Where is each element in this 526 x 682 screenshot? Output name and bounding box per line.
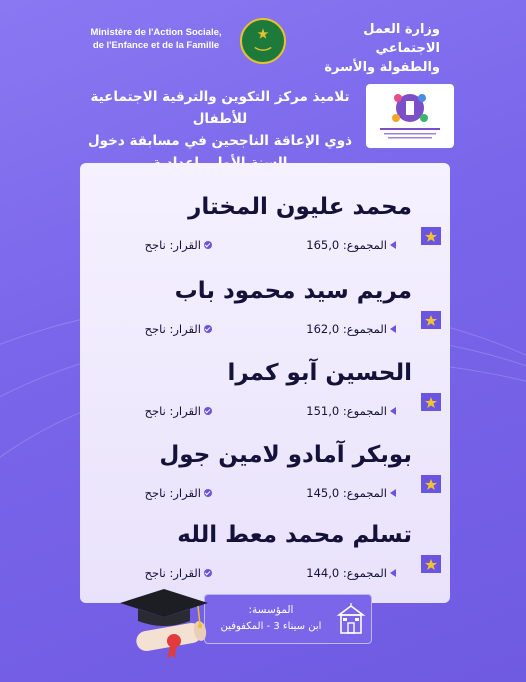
decision	[145, 235, 212, 255]
pointer-icon	[390, 407, 396, 415]
total-value: 151,0	[306, 404, 340, 418]
ministry-name-fr-line2: de l'Enfance et de la Famille	[92, 40, 220, 51]
check-icon	[204, 241, 212, 249]
title-line1: تلاميذ مركز التكوين والترقية الاجتماعية للأطفال	[90, 89, 350, 127]
center-logo-icon	[366, 84, 454, 148]
decision-label: القرار:	[169, 322, 201, 336]
decision-value: ناجح	[144, 322, 166, 336]
total-label: المجموع:	[342, 322, 387, 336]
student-entry	[80, 185, 450, 265]
total-label: المجموع:	[342, 566, 387, 580]
total-score	[306, 483, 396, 503]
graduation-cap-icon	[112, 585, 216, 667]
medal-icon	[420, 309, 442, 331]
total-score	[306, 563, 396, 583]
pointer-icon	[390, 241, 396, 249]
student-name: تسلم محمد معط الله	[177, 522, 412, 548]
student-entry	[80, 433, 450, 513]
decision-label: القرار:	[169, 404, 201, 418]
decision-label: القرار:	[169, 238, 201, 252]
results-card	[80, 163, 450, 603]
title-line2: ذوي الإعاقة الناجحين في مسابقة دخول	[87, 133, 353, 149]
check-icon	[204, 325, 212, 333]
ministry-emblem-icon	[240, 18, 286, 64]
total-label: المجموع:	[342, 486, 387, 500]
page-title	[80, 86, 360, 174]
pointer-icon	[390, 569, 396, 577]
ministry-name-fr-line1: Ministère de l'Action Sociale,	[90, 27, 222, 38]
total-score	[306, 319, 396, 339]
ministry-name-ar	[300, 20, 440, 77]
student-entry	[80, 269, 450, 349]
decision	[145, 483, 212, 503]
decision	[145, 563, 212, 583]
institution-box	[204, 594, 372, 644]
decision-label: القرار:	[169, 566, 201, 580]
decision-value: ناجح	[144, 566, 166, 580]
ministry-name-fr	[86, 26, 226, 52]
check-icon	[204, 569, 212, 577]
medal-icon	[420, 391, 442, 413]
pointer-icon	[390, 489, 396, 497]
check-icon	[204, 489, 212, 497]
decision-value: ناجح	[144, 238, 166, 252]
pointer-icon	[390, 325, 396, 333]
medal-icon	[420, 553, 442, 575]
ministry-name-ar-line2: والطفولة والأسرة	[324, 60, 440, 75]
student-name: الحسين آبو كمرا	[227, 360, 412, 386]
total-value: 144,0	[306, 566, 340, 580]
student-name: بوبكر آمادو لامين جول	[159, 442, 412, 468]
decision	[145, 319, 212, 339]
medal-icon	[420, 473, 442, 495]
total-score	[306, 235, 396, 255]
decision-value: ناجح	[144, 486, 166, 500]
total-score	[306, 401, 396, 421]
total-value: 162,0	[306, 322, 340, 336]
decision-label: القرار:	[169, 486, 201, 500]
total-label: المجموع:	[342, 404, 387, 418]
ministry-name-ar-line1: وزارة العمل الاجتماعي	[363, 22, 440, 56]
student-entry	[80, 351, 450, 431]
check-icon	[204, 407, 212, 415]
decision-value: ناجح	[144, 404, 166, 418]
school-icon	[335, 603, 367, 637]
total-label: المجموع:	[342, 238, 387, 252]
medal-icon	[420, 225, 442, 247]
total-value: 145,0	[306, 486, 340, 500]
decision	[145, 401, 212, 421]
student-entry	[80, 513, 450, 593]
total-value: 165,0	[306, 238, 340, 252]
institution-label: المؤسسة:	[248, 604, 294, 616]
student-name: محمد عليون المختار	[188, 194, 412, 220]
student-name: مريم سيد محمود باب	[174, 278, 412, 304]
institution-value: ابن سيناء 3 - المكفوفين	[220, 621, 322, 632]
